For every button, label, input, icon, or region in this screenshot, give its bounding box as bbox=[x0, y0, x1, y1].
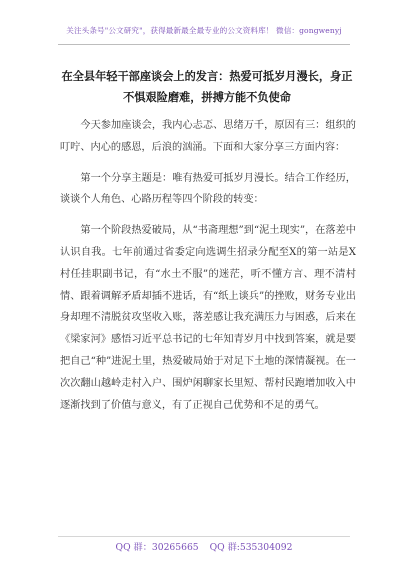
paragraph: 今天参加座谈会，我内心忐忑、思绪万千，原因有三：组织的叮咛、内心的感恩，后浪的汹涌。下面和大家分享三方面内容： bbox=[60, 120, 356, 153]
document-body bbox=[60, 115, 356, 425]
footer-qq-group-1: QQ 群：30265665 bbox=[115, 542, 199, 553]
paragraph: 第一个阶段热爱破局，从“书斋理想”到“泥土现实”，在落差中认识自我。七年前通过省委定向选调生招录分配至X的第一站是X村任挂职副书记，有“水土不服”的迷茫，听不懂方言、理不清村情、跟着调解矛盾却插不进话，有“纸上谈兵”的挫败，财务专业出身却理不清脱贫攻坚收入账，落差感让我充满压力与困惑，后来在《梁家河》感悟习近平总书记的七年知青岁月中找到答案，就是要把自己“种”进泥土里，热爱破局始于对足下土地的深情凝视。在一次次翻山越岭走村入户、围炉闲聊家长里短、帮村民跑增加收入中逐渐找到了价值与意义，有了正视自己优势和不足的勇气。 bbox=[60, 225, 356, 411]
paragraph: 第一个分享主题是：唯有热爱可抵岁月漫长。结合工作经历，谈谈个人角色、心路历程等四个阶段的转变： bbox=[60, 172, 356, 206]
footer-qq-group-2: QQ 群:535304092 bbox=[209, 542, 293, 553]
header-divider bbox=[58, 44, 350, 45]
footer bbox=[0, 539, 408, 553]
document-title: 在全县年轻干部座谈会上的发言：热爱可抵岁月漫长，身正不惧艰险磨难，拼搏方能不负使命 bbox=[61, 70, 353, 104]
footer-divider bbox=[58, 536, 350, 537]
header-note: 关注头条号"公文研究"，获得最新最全最专业的公文资料库！ 微信：gongwenyj bbox=[66, 26, 342, 35]
